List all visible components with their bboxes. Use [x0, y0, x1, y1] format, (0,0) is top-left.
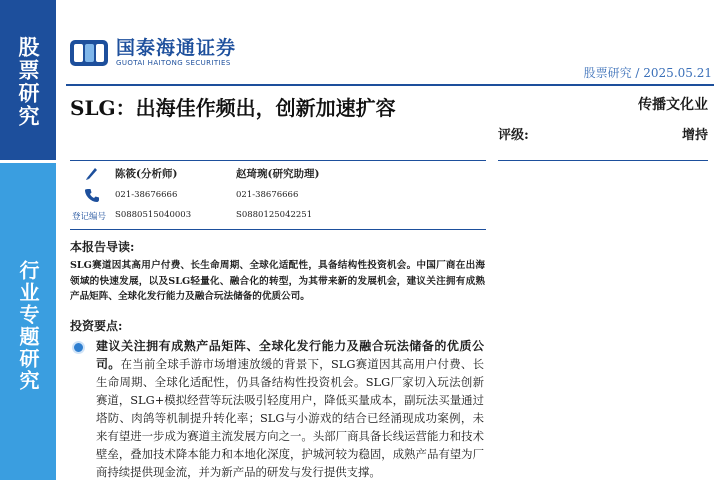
assistant-name: 赵琦琬(研究助理): [236, 168, 320, 180]
analyst-divider-bottom: [70, 229, 486, 230]
analyst-name: 陈筱(分析师): [115, 168, 178, 180]
header-divider: [66, 84, 714, 86]
brand-name-cn: 国泰海通证券: [116, 37, 237, 59]
guide-text: SLG赛道因其高用户付费、长生命周期、全球化适配性，具备结构性投资机会。中国厂商在出海领域的快速发展，以及SLG轻量化、融合化的转型，为其带来新的发展机会，建议关注拥有成熟产品矩阵、全球化发行能力及融合玩法储备的优质公司。: [70, 260, 485, 302]
analyst-divider-top: [70, 160, 486, 161]
sidebar-category: [0, 0, 56, 160]
point-heading: 建议关注拥有成熟产品矩阵、全球化发行能力及融合玩法储备的优质公司。: [96, 339, 484, 371]
point-body: 在当前全球手游市场增速放缓的背景下，SLG赛道因其高用户付费、长生命周期、全球化适配性，仍具备结构性投资机会。SLG厂家切入玩法创新赛道，SLG+模拟经营等玩法吸引轻度用户，降低买量成本，副玩法买量通过塔防、肉鸽等机制提升转化率；SLG与小游戏的结合已经涌现成功案例，未来有望进一步成为赛道主流发展方向之一。头部厂商具备长线运营能力和技术壁垒，叠加技术降本能力和本地化深度，护城河较为稳固，成熟产品有望为厂商持续提供现金流，并为新产品的研发与发行提供支撑。: [96, 357, 484, 479]
investment-point: [96, 337, 484, 480]
guide-heading: 本报告导读:: [70, 240, 135, 254]
assistant-reg: S0880125042251: [236, 210, 313, 220]
sidebar-top-label: 股票研究: [16, 36, 41, 128]
analyst-reg: S0880515040003: [115, 210, 192, 220]
assistant-phone: 021-38676666: [236, 190, 299, 200]
pen-icon: [84, 165, 100, 181]
report-meta: 股票研究 / 2025.05.21: [583, 66, 712, 80]
logo-mark-icon: [70, 40, 108, 66]
rating-divider: [498, 160, 708, 161]
brand-name-en: GUOTAI HAITONG SECURITIES: [116, 59, 231, 67]
sidebar-report-type: [0, 163, 56, 480]
industry-label: 传播文化业: [638, 97, 708, 113]
analyst-phone: 021-38676666: [115, 190, 178, 200]
rating-row: [498, 124, 708, 144]
points-heading: 投资要点:: [70, 319, 123, 333]
brand-logo: [70, 38, 236, 68]
phone-icon: [84, 187, 100, 203]
bullet-icon: [72, 341, 85, 354]
report-title: SLG：出海佳作频出，创新加速扩容: [70, 96, 396, 120]
rating-label: 评级:: [498, 128, 529, 143]
rating-value: 增持: [681, 128, 708, 143]
reg-number-label: 登记编号: [72, 212, 107, 222]
sidebar-bottom-label: 行业专题研究: [16, 260, 40, 392]
